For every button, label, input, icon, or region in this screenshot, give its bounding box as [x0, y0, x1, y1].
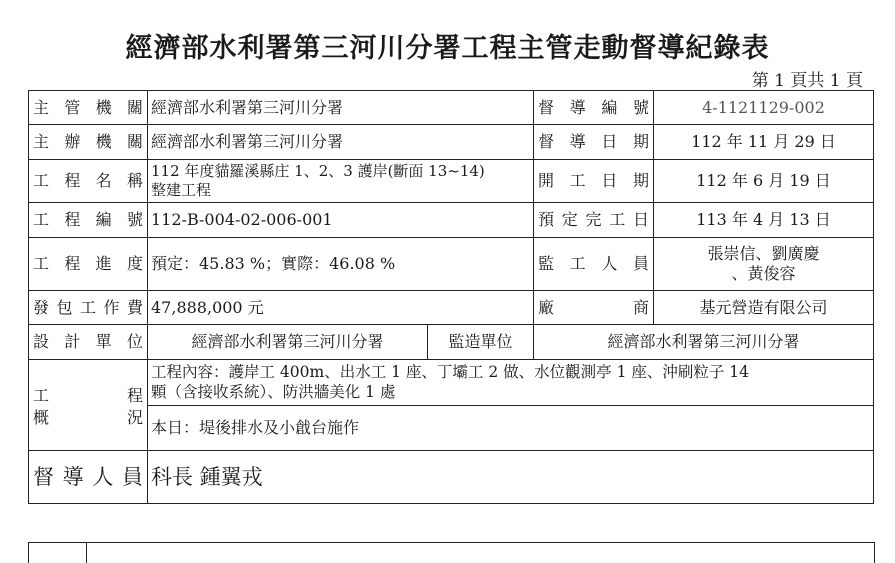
supervisors-line2: 、黃俊容: [731, 264, 796, 283]
contract-fee-value: 47,888,000 元: [148, 291, 534, 325]
row-progress: [29, 238, 874, 291]
project-name-line1: 112 年度貓羅溪縣庄 1、2、3 護岸(斷面 13~14): [151, 162, 485, 181]
progress-value: 預定：45.83 %；實際：46.08 %: [148, 238, 534, 291]
row-design-unit: [29, 325, 874, 360]
planned-completion-value: 113 年 4 月 13 日: [654, 203, 874, 238]
overview-label-char3: 概: [33, 408, 50, 427]
inspection-form-table: [28, 90, 874, 504]
row-overview-content: [29, 360, 874, 406]
project-code-label: 工程編號: [29, 203, 148, 238]
inspector-label: 督導人員: [29, 451, 148, 504]
overview-content: [148, 360, 874, 406]
row-project-name: [29, 160, 874, 203]
row-agency: [29, 91, 874, 125]
page-title: 經濟部水利署第三河川分署工程主管走動督導紀錄表: [125, 33, 770, 64]
row-contract-fee: [29, 291, 874, 325]
inspection-no-label: 督導編號: [534, 91, 654, 125]
row-overview-today: [29, 406, 874, 451]
inspection-date-label: 督導日期: [534, 125, 654, 160]
project-name-value: [148, 160, 534, 203]
project-code-value: 112-B-004-02-006-001: [148, 203, 534, 238]
next-section-frame: [28, 542, 875, 563]
overview-content-line1: 工程內容：護岸工 400m、出水工 1 座、丁壩工 2 做、水位觀測亭 1 座、沖刷粒子 14: [151, 363, 750, 382]
contractor-value: 基元營造有限公司: [654, 291, 874, 325]
overview-label-char4: 況: [126, 408, 143, 427]
agency-value: 經濟部水利署第三河川分署: [148, 91, 534, 125]
page-number: 第 1 頁共 1 頁: [751, 71, 863, 91]
row-inspector: [29, 451, 874, 504]
design-unit-value: 經濟部水利署第三河川分署: [148, 325, 428, 360]
progress-label: 工程進度: [29, 238, 148, 291]
row-project-code: [29, 203, 874, 238]
agency-label: 主管機關: [29, 91, 148, 125]
overview-label-char2: 程: [126, 386, 143, 405]
project-name-label: 工程名稱: [29, 160, 148, 203]
supervisors-label: 監工人員: [534, 238, 654, 291]
supervisors-value: [654, 238, 874, 291]
inspection-date-value: 112 年 11 月 29 日: [654, 125, 874, 160]
start-date-label: 開工日期: [534, 160, 654, 203]
project-name-line2: 整建工程: [151, 181, 212, 199]
supervision-unit-value: 經濟部水利署第三河川分署: [534, 325, 874, 360]
overview-content-line2: 顆（含接收系統）、防洪牆美化 1 處: [151, 382, 396, 401]
planned-completion-label: 預定完工日: [534, 203, 654, 238]
overview-today: 本日：堤後排水及小戧台施作: [148, 406, 874, 451]
overview-label: [29, 360, 148, 451]
contract-fee-label: 發包工作費: [29, 291, 148, 325]
next-section-divider: [86, 543, 87, 563]
inspector-value: 科長 鍾翼戎: [148, 451, 874, 504]
design-unit-label: 設計單位: [29, 325, 148, 360]
host-agency-value: 經濟部水利署第三河川分署: [148, 125, 534, 160]
contractor-label: 廠商: [534, 291, 654, 325]
supervision-unit-label: 監造單位: [428, 325, 534, 360]
row-host-agency: [29, 125, 874, 160]
overview-label-char1: 工: [33, 386, 50, 405]
start-date-value: 112 年 6 月 19 日: [654, 160, 874, 203]
host-agency-label: 主辦機關: [29, 125, 148, 160]
inspection-no-value: 4-1121129-002: [654, 91, 874, 125]
supervisors-line1: 張崇信、劉廣慶: [707, 244, 820, 263]
